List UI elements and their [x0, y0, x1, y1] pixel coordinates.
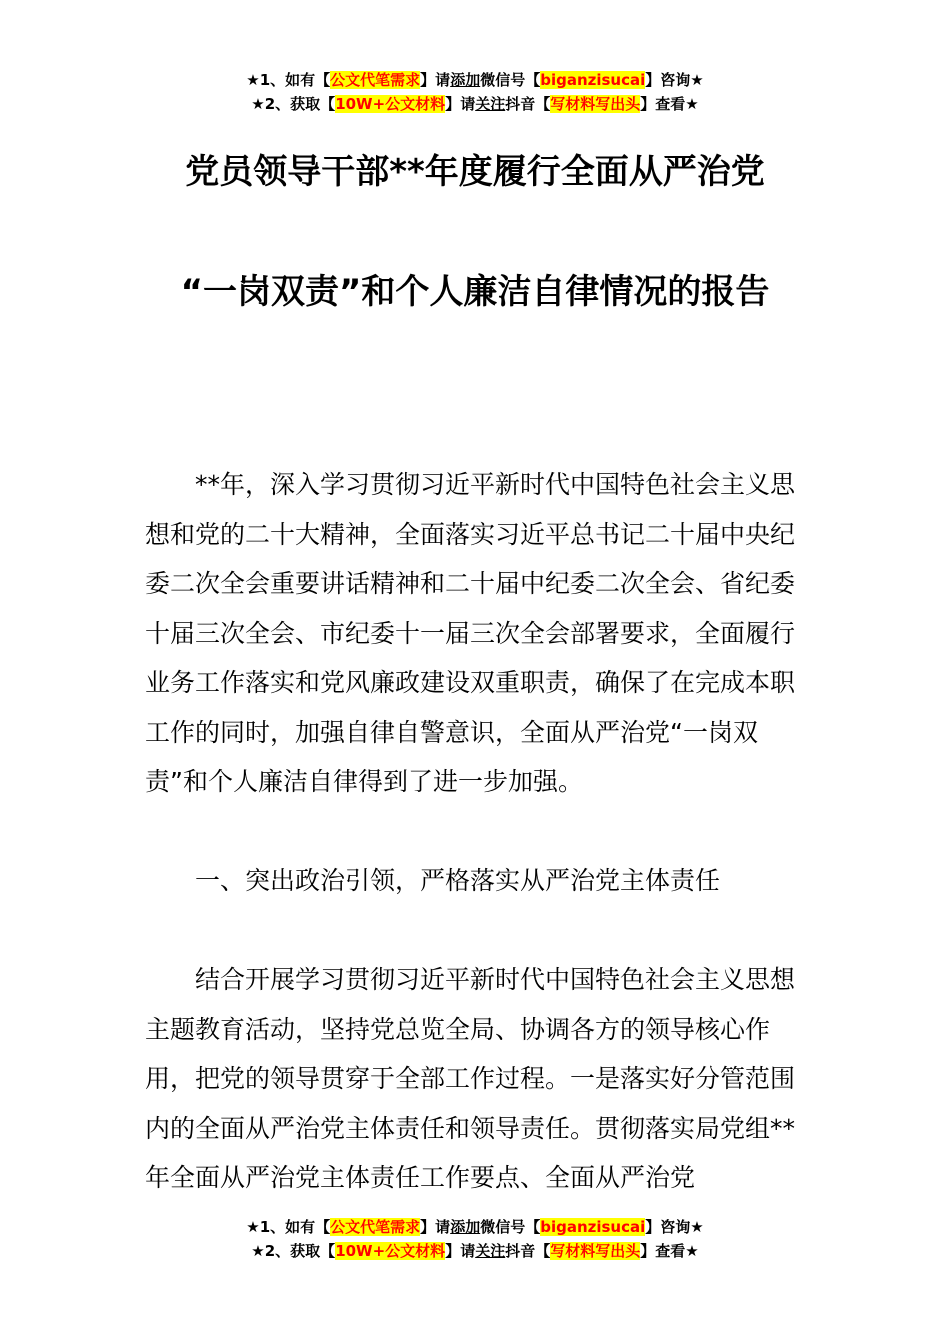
promo-highlight: 写材料写出头 [550, 1242, 641, 1260]
promo-text: 】请 [445, 95, 476, 113]
promo-highlight: 10W+公文材料 [335, 95, 446, 113]
promo-underlined: 关注 [475, 95, 506, 113]
promo-line-2 [0, 1239, 950, 1263]
promo-highlight: 10W+公文材料 [335, 1242, 446, 1260]
promo-text: 微信号【 [480, 1218, 541, 1236]
promo-underlined: 关注 [475, 1242, 506, 1260]
promo-text: 】请 [420, 1218, 451, 1236]
promo-text: 】查看★ [640, 1242, 699, 1260]
promo-text: 】咨询★ [645, 71, 704, 89]
promo-text: 】请 [420, 71, 451, 89]
promo-line-1 [0, 68, 950, 92]
body-paragraph-2 [145, 955, 810, 1203]
body-paragraph-1 [145, 460, 810, 807]
promo-text: ★2、获取【 [251, 95, 336, 113]
promo-highlight: biganzisucai [540, 71, 646, 89]
promo-highlight: 写材料写出头 [550, 95, 641, 113]
promo-text: 】请 [445, 1242, 476, 1260]
promo-underlined: 添加 [450, 1218, 481, 1236]
promo-text: 】咨询★ [645, 1218, 704, 1236]
promo-highlight: 公文代笔需求 [330, 71, 421, 89]
promo-text: ★1、如有【 [246, 71, 331, 89]
promo-underlined: 添加 [450, 71, 481, 89]
promo-text: ★2、获取【 [251, 1242, 336, 1260]
promo-text: 抖音【 [505, 95, 551, 113]
paragraph-text: 结合开展学习贯彻习近平新时代中国特色社会主义思想主题教育活动，坚持党总览全局、协调各方的领导核心作用，把党的领导贯穿于全部工作过程。一是落实好分管范围内的全面从严治党主体责任和领导责任。贯彻落实局党组**年全面从严治党主体责任工作要点、全面从严治党 [145, 965, 796, 1192]
top-promo-banner [0, 68, 950, 116]
promo-highlight: 公文代笔需求 [330, 1218, 421, 1236]
bottom-promo-banner [0, 1215, 950, 1263]
promo-line-1 [0, 1215, 950, 1239]
promo-line-2 [0, 92, 950, 116]
promo-text: ★1、如有【 [246, 1218, 331, 1236]
paragraph-text: **年，深入学习贯彻习近平新时代中国特色社会主义思想和党的二十大精神，全面落实习近平总书记二十届中央纪委二次全会重要讲话精神和二十届中纪委二次全会、省纪委十届三次全会、市纪委十一届三次全会部署要求，全面履行业务工作落实和党风廉政建设双重职责，确保了在完成本职工作的同时，加强自律自警意识，全面从严治党“一岗双责”和个人廉洁自律得到了进一步加强。 [145, 470, 796, 796]
promo-text: 】查看★ [640, 95, 699, 113]
promo-highlight: biganzisucai [540, 1218, 646, 1236]
section-heading-1 [145, 856, 810, 906]
promo-text: 微信号【 [480, 71, 541, 89]
heading-text: 一、突出政治引领，严格落实从严治党主体责任 [195, 866, 721, 895]
document-title-line-2: “一岗双责”和个人廉洁自律情况的报告 [180, 272, 770, 312]
promo-text: 抖音【 [505, 1242, 551, 1260]
document-title-line-1: 党员领导干部**年度履行全面从严治党 [185, 152, 765, 192]
